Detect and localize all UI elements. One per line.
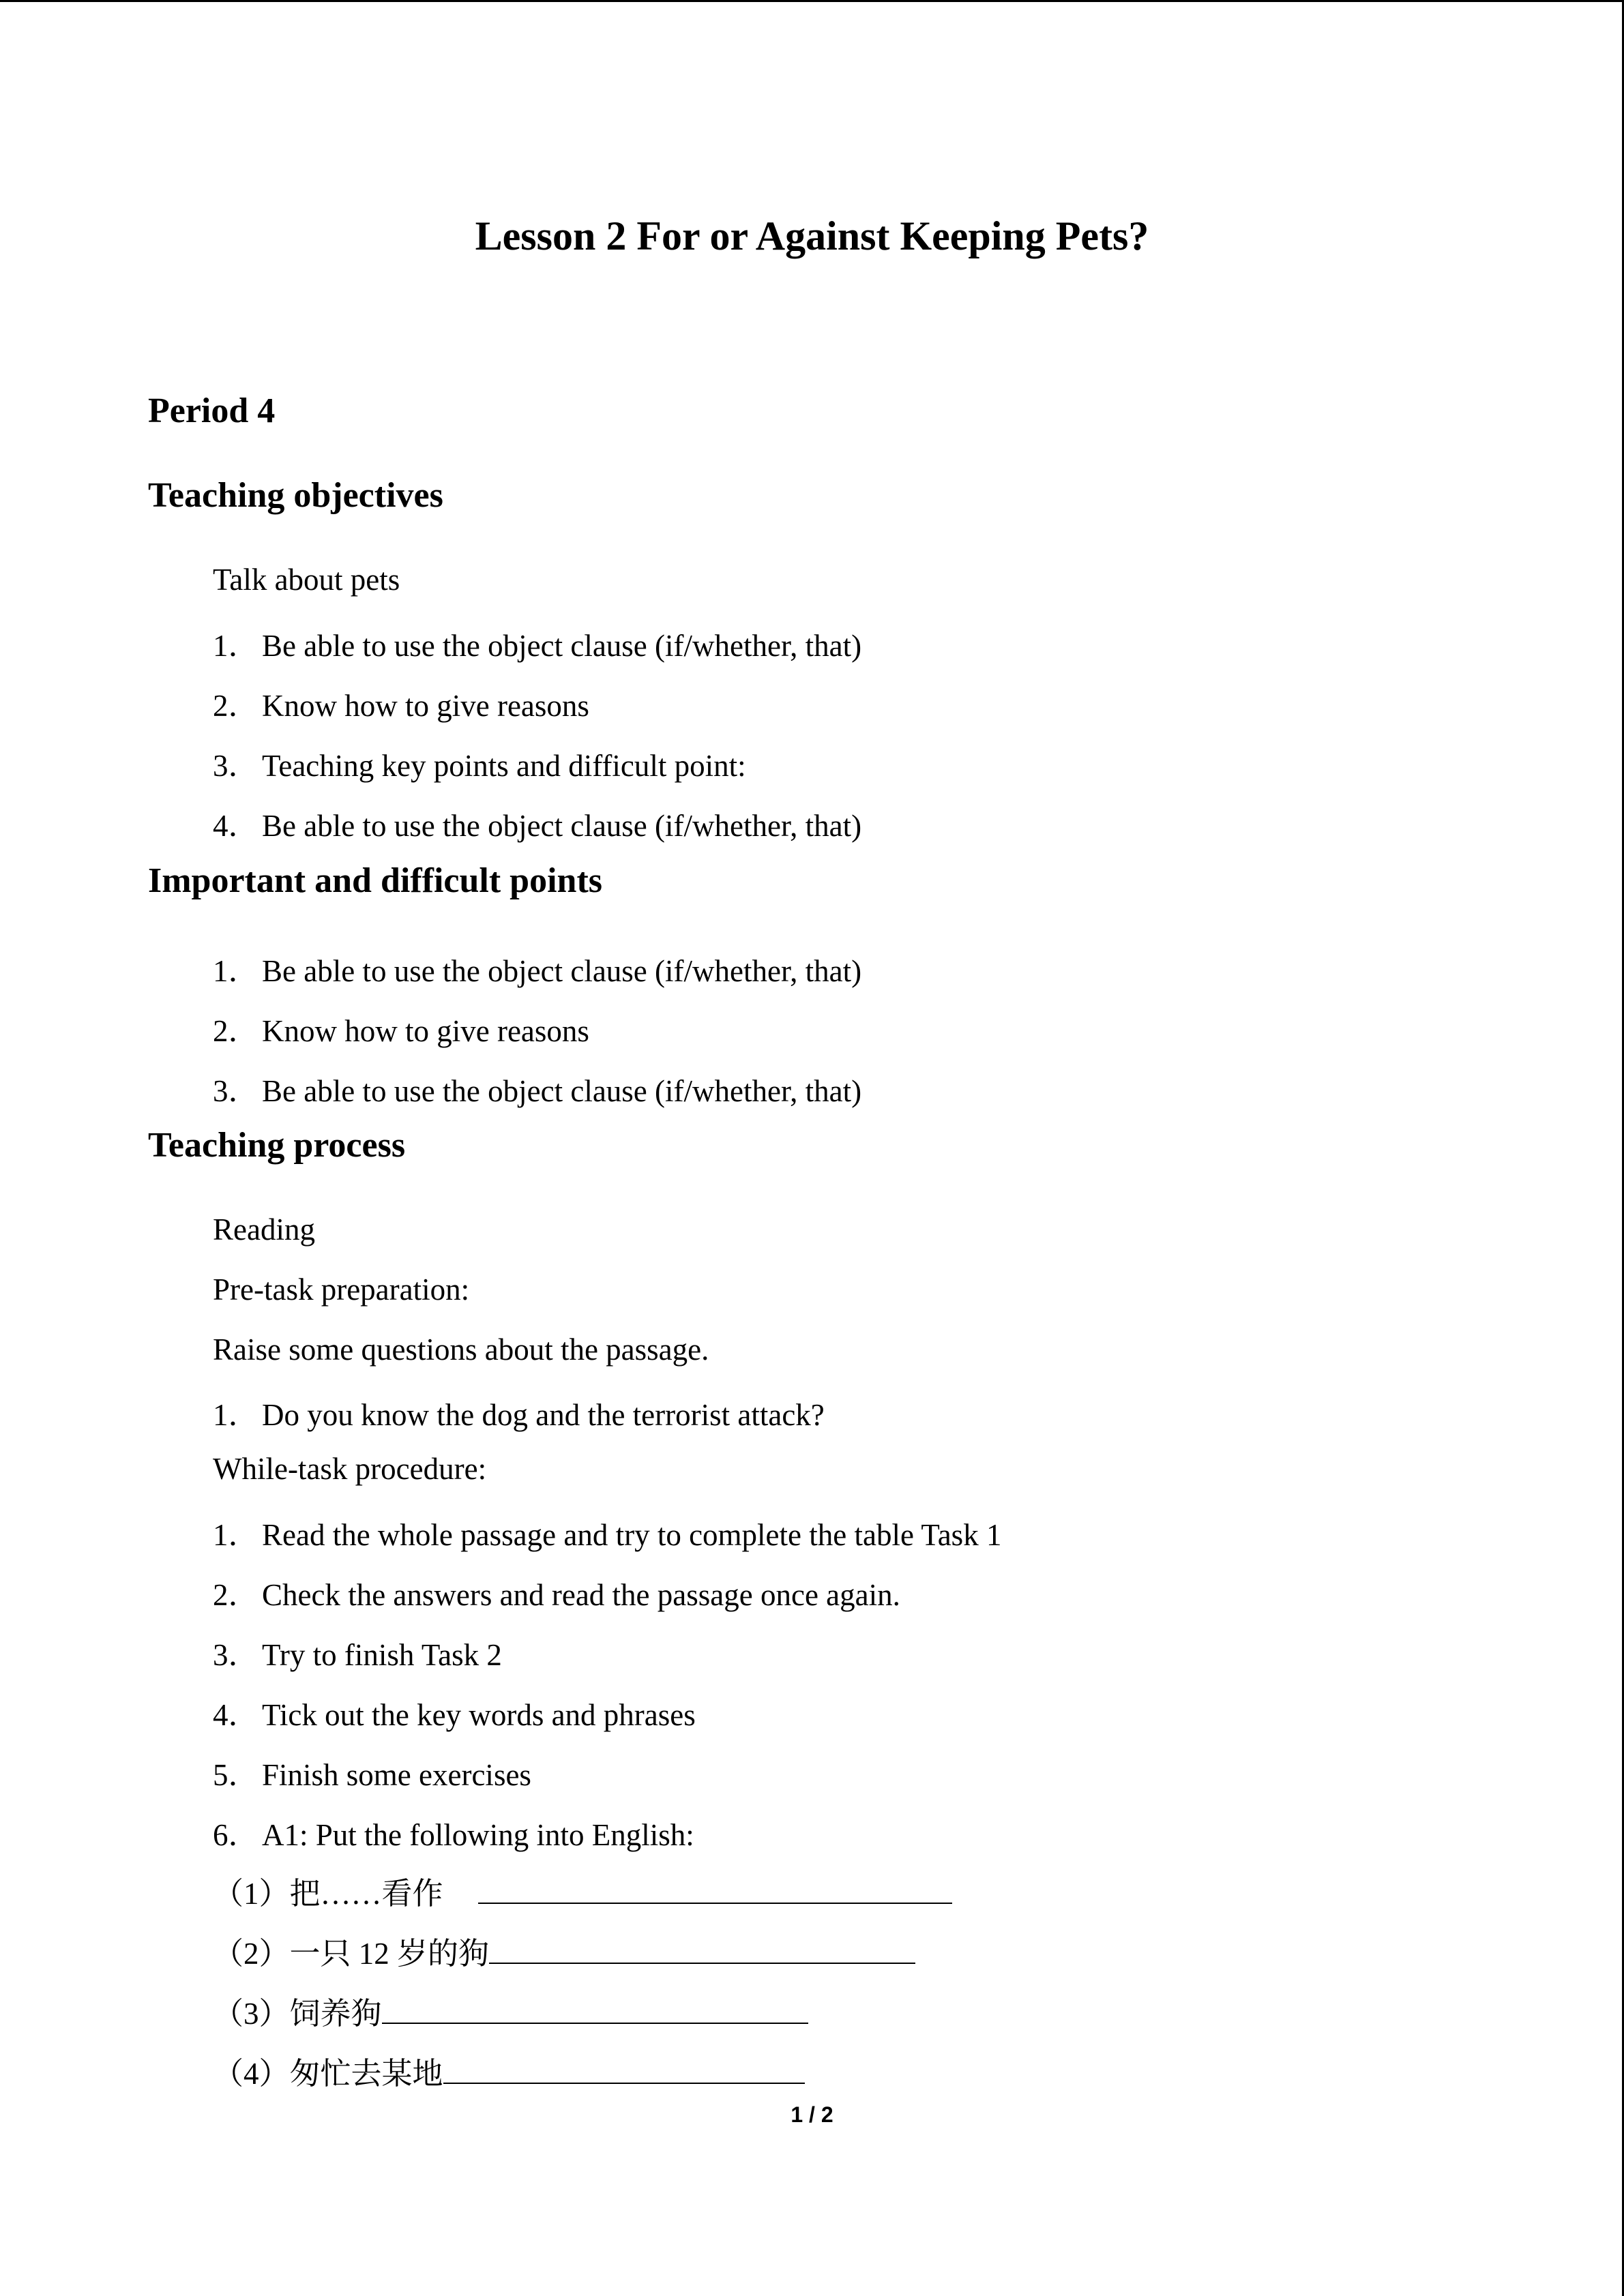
period-heading: Period 4 (148, 391, 276, 430)
important-heading: Important and difficult points (148, 861, 602, 900)
step-item: 2．Check the answers and read the passage once again. (213, 1578, 900, 1612)
objective-item: 3．Teaching key points and difficult point: (213, 749, 746, 783)
objective-item: 4．Be able to use the object clause (if/whether, that) (213, 809, 862, 843)
exercise-item: （4）匆忙去某地 (213, 2048, 805, 2093)
exercise-item: （3）饲养狗 (213, 1988, 808, 2033)
exercise-item: （2）一只 12 岁的狗 (213, 1928, 915, 1973)
answer-blank[interactable] (478, 1873, 952, 1904)
step-item: 4．Tick out the key words and phrases (213, 1698, 696, 1732)
answer-blank[interactable] (382, 1993, 808, 2024)
objective-item: 1．Be able to use the object clause (if/whether, that) (213, 629, 862, 663)
page-number: 1 / 2 (791, 2102, 833, 2127)
reading-label: Reading (213, 1212, 315, 1247)
objectives-intro: Talk about pets (213, 563, 400, 597)
step-item: 5．Finish some exercises (213, 1758, 531, 1792)
questions-text: Raise some questions about the passage. (213, 1332, 709, 1367)
page-title: Lesson 2 For or Against Keeping Pets? (475, 213, 1149, 258)
page-border-top (0, 0, 1624, 2)
answer-blank[interactable] (489, 1933, 915, 1964)
objective-item: 2．Know how to give reasons (213, 689, 589, 723)
step-item: 3．Try to finish Task 2 (213, 1638, 502, 1672)
whiletask-label: While-task procedure: (213, 1452, 487, 1486)
important-item: 1．Be able to use the object clause (if/whether, that) (213, 954, 862, 988)
question-item: 1．Do you know the dog and the terrorist attack? (213, 1398, 825, 1432)
important-item: 2．Know how to give reasons (213, 1014, 589, 1048)
pretask-label: Pre-task preparation: (213, 1272, 470, 1307)
step-item: 1．Read the whole passage and try to complete the table Task 1 (213, 1518, 1002, 1552)
objectives-heading: Teaching objectives (148, 476, 443, 515)
process-heading: Teaching process (148, 1126, 406, 1165)
answer-blank[interactable] (443, 2053, 805, 2084)
important-item: 3．Be able to use the object clause (if/whether, that) (213, 1074, 862, 1108)
exercise-item: （1）把……看作 (213, 1868, 952, 1913)
step-item: 6．A1: Put the following into English: (213, 1818, 694, 1852)
